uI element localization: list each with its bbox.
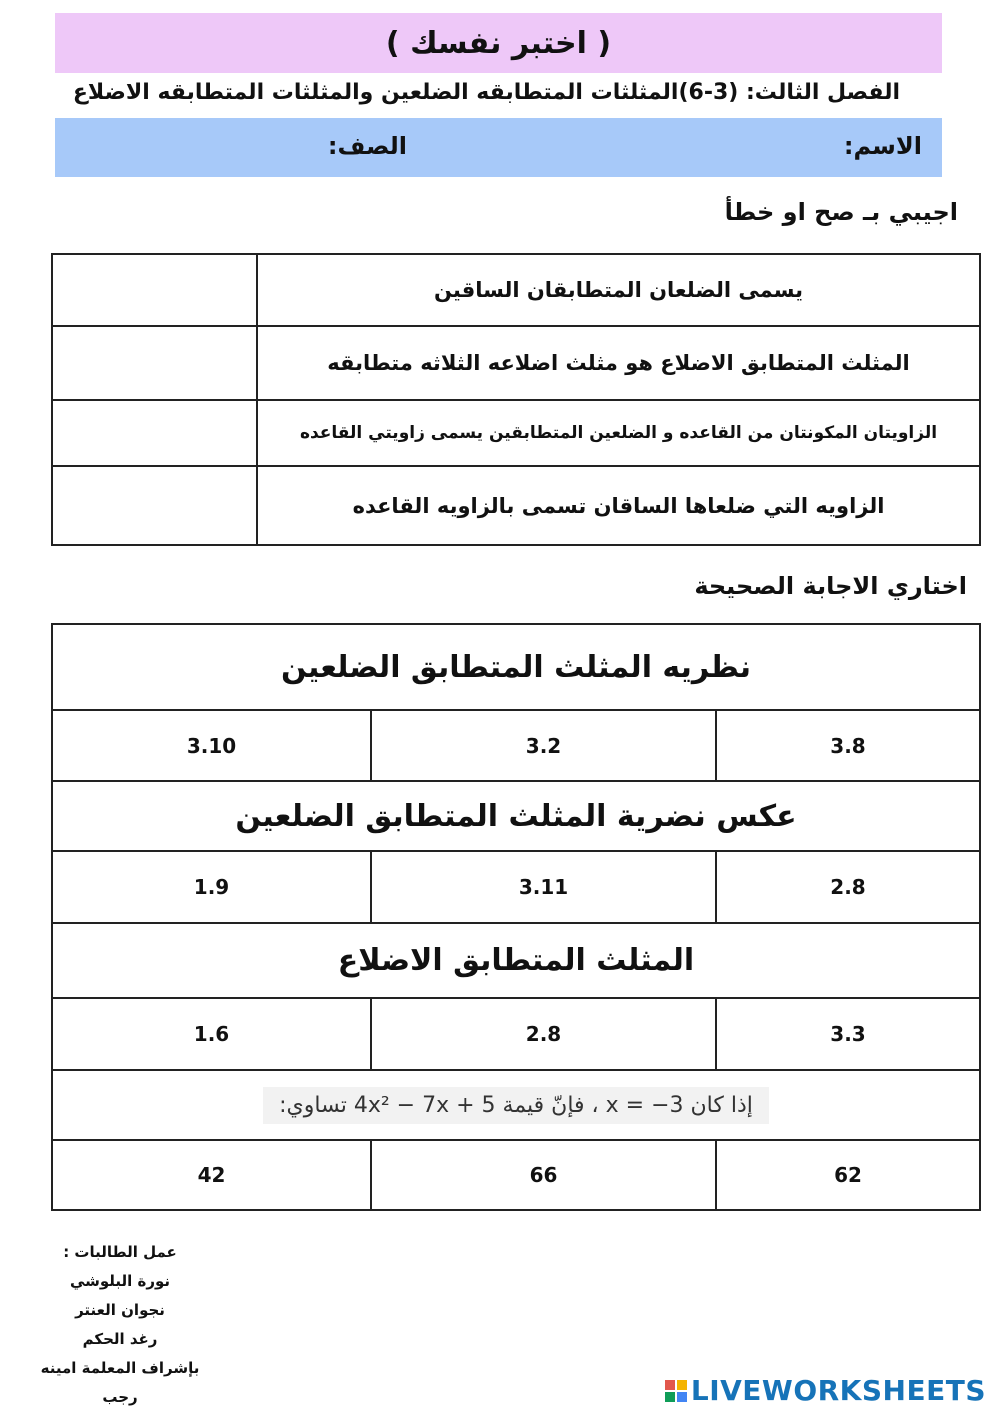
option-cell[interactable]: 1.6 [52, 998, 371, 1070]
option-cell[interactable]: 2.8 [371, 998, 716, 1070]
question-prompt: المثلث المتطابق الاضلاع [52, 923, 980, 998]
chapter-line: الفصل الثالث: (3-6)المثلثات المتطابقه الضلعين والمثلثات المتطابقه الاضلاع [72, 80, 900, 105]
option-cell[interactable]: 1.9 [52, 851, 371, 923]
grade-label: الصف: [327, 132, 407, 160]
table-row [52, 400, 980, 466]
table-row [52, 923, 980, 998]
question-cell: المثلث المتطابق الاضلاع هو مثلث اضلاعه الثلاثه متطابقه [257, 326, 980, 400]
answer-cell[interactable] [52, 254, 257, 326]
answer-cell[interactable] [52, 326, 257, 400]
true-false-instruction: اجيبي بـ صح او خطأ [724, 198, 958, 226]
multiple-choice-table [51, 623, 981, 1211]
answer-cell[interactable] [52, 466, 257, 545]
option-cell[interactable]: 3.8 [716, 710, 980, 781]
question-cell: الزاويه التي ضلعاها الساقان تسمى بالزاويه القاعده [257, 466, 980, 545]
table-row [52, 466, 980, 545]
logo-text: LIVEWORKSHEETS [690, 1374, 986, 1407]
question-cell: يسمى الضلعان المتطابقان الساقين [257, 254, 980, 326]
student-info-bar [55, 118, 942, 177]
student-name: رغد الحكم [82, 1330, 158, 1348]
question-prompt: نظريه المثلث المتطابق الضلعين [52, 624, 980, 710]
option-cell[interactable]: 3.2 [371, 710, 716, 781]
table-row [52, 781, 980, 851]
table-row [52, 1140, 980, 1210]
table-row [52, 1070, 980, 1140]
multiple-choice-instruction: اختاري الاجابة الصحيحة [694, 572, 967, 600]
option-cell[interactable]: 62 [716, 1140, 980, 1210]
name-label: الاسم: [843, 132, 922, 160]
math-question-text: إذا كان x = −3 ، فإنّ قيمة 4x² − 7x + 5 تساوي: [263, 1087, 769, 1124]
worksheet-title [55, 13, 942, 73]
true-false-table [51, 253, 981, 546]
question-cell: الزاويتان المكونتان من القاعده و الضلعين المتطابقين يسمى زاويتي القاعده [257, 400, 980, 466]
option-cell[interactable]: 66 [371, 1140, 716, 1210]
answer-cell[interactable] [52, 400, 257, 466]
table-row [52, 624, 980, 710]
table-row [52, 326, 980, 400]
table-row [52, 710, 980, 781]
credits [30, 1238, 210, 1412]
option-cell[interactable]: 3.11 [371, 851, 716, 923]
option-cell[interactable]: 42 [52, 1140, 371, 1210]
table-row [52, 998, 980, 1070]
option-cell[interactable]: 3.10 [52, 710, 371, 781]
student-name: نجوان العنتر [75, 1301, 165, 1319]
question-prompt: عكس نضرية المثلث المتطابق الضلعين [52, 781, 980, 851]
option-cell[interactable]: 2.8 [716, 851, 980, 923]
supervisor-name: بإشراف المعلمة امينه رجب [40, 1359, 200, 1406]
question-prompt [52, 1070, 980, 1140]
credits-heading: عمل الطالبات : [63, 1243, 177, 1261]
option-cell[interactable]: 3.3 [716, 998, 980, 1070]
worksheet-title-text: ( اختبر نفسك ) [385, 25, 612, 61]
table-row [52, 851, 980, 923]
liveworksheets-logo [665, 1374, 986, 1407]
logo-icon [665, 1380, 687, 1402]
table-row [52, 254, 980, 326]
student-name: نورة البلوشي [69, 1272, 171, 1290]
